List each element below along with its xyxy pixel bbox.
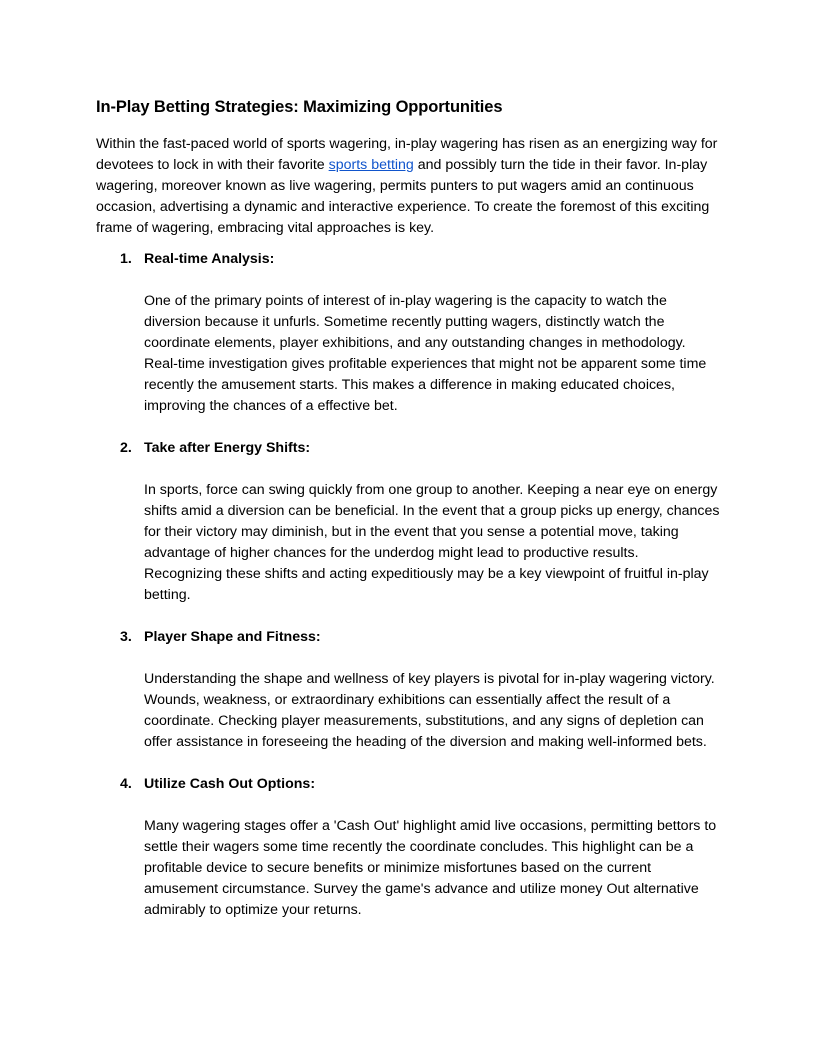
section-body: Many wagering stages offer a 'Cash Out' highlight amid live occasions, permitting bettors to settle their wagers some time recently the coordinate concludes. This highlight can be a profitable device to secure benefits or minimize misfortunes based on the current amusement circumstance. Survey the game's advance and utilize money Out alternative admirably to optimize your returns. (144, 818, 717, 918)
strategy-list (96, 249, 720, 921)
list-number: 2. (120, 440, 132, 456)
strategy-item-real-time-analysis (96, 249, 720, 417)
page-title: In-Play Betting Strategies: Maximizing Opportunities (96, 98, 503, 116)
list-number: 3. (120, 629, 132, 645)
list-number: 4. (120, 776, 132, 792)
strategy-item-energy-shifts (96, 438, 720, 606)
strategy-item-player-shape (96, 627, 720, 753)
section-heading: Utilize Cash Out Options: (144, 776, 316, 792)
intro-text-before-link: Within the fast-paced world of sports wagering, in-play wagering has risen as an energizing way for devotees to lock in with their favorite (96, 136, 718, 173)
section-body: One of the primary points of interest of in-play wagering is the capacity to watch the diversion because it unfurls. Sometime recently putting wagers, distinctly watch the coordinate elements, player exhibitions, and any outstanding changes in methodology. Real-time investigation gives profitable experiences that might not be apparent some time recently the amusement starts. This makes a difference in making educated choices, improving the chances of a effective bet. (144, 293, 707, 414)
sports-betting-link[interactable]: sports betting (328, 157, 414, 173)
section-heading: Real-time Analysis: (144, 251, 275, 267)
section-heading: Take after Energy Shifts: (144, 440, 311, 456)
intro-paragraph (96, 134, 720, 239)
list-number: 1. (120, 251, 132, 267)
section-heading: Player Shape and Fitness: (144, 629, 321, 645)
strategy-item-cash-out (96, 774, 720, 921)
section-body: In sports, force can swing quickly from one group to another. Keeping a near eye on energy shifts amid a diversion can be beneficial. In the event that a group picks up energy, chances for their victory may diminish, but in the event that you sense a potential move, taking advantage of higher chances for the underdog might lead to productive results. Recognizing these shifts and acting expeditiously may be a key viewpoint of fruitful in-play betting. (144, 482, 720, 603)
section-body: Understanding the shape and wellness of key players is pivotal for in-play wagering victory. Wounds, weakness, or extraordinary exhibitions can essentially affect the result of a coordinate. Checking player measurements, substitutions, and any signs of depletion can offer assistance in foreseeing the heading of the diversion and making well-informed bets. (144, 671, 715, 750)
intro-text-after-link: and possibly turn the tide in their favor. In-play wagering, moreover known as live wagering, permits punters to put wagers amid an continuous occasion, advertising a dynamic and interactive experience. To create the foremost of this exciting frame of wagering, embracing vital approaches is key. (96, 157, 710, 236)
document-page (96, 96, 720, 942)
